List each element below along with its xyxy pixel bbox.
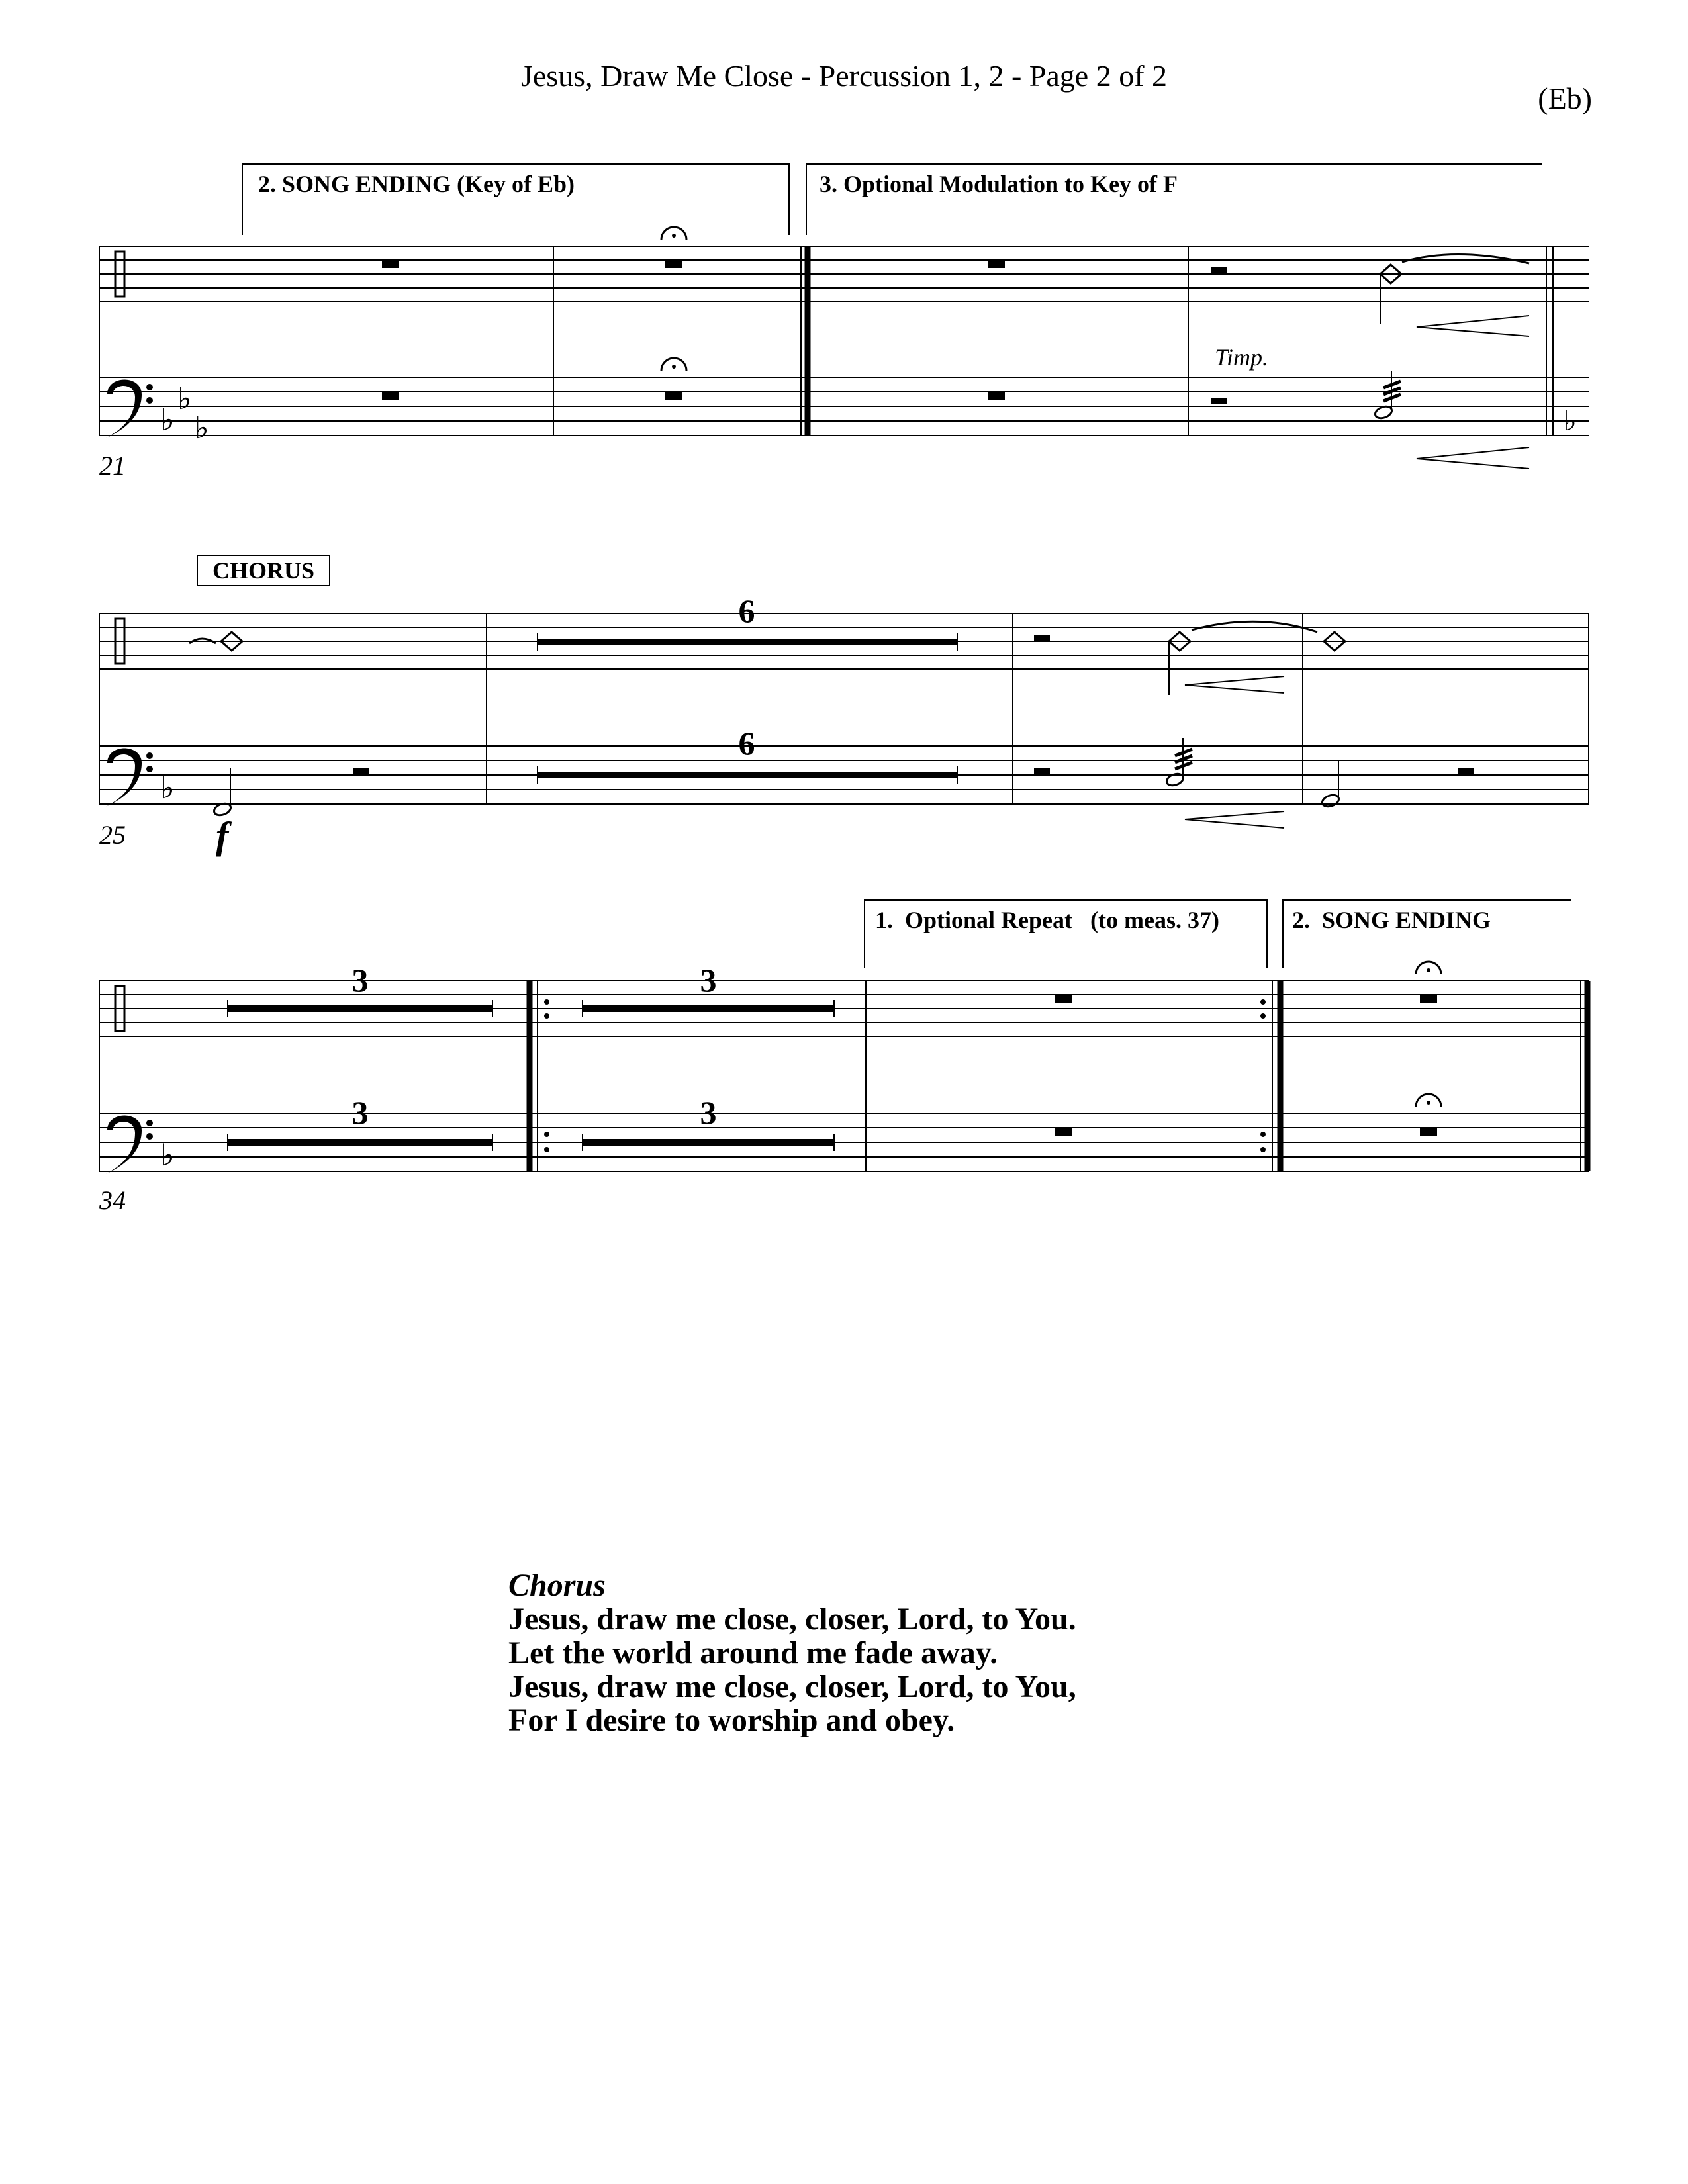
bass-clef: [106, 380, 153, 439]
multirest-count: 3: [700, 1094, 717, 1131]
ending-label: 2. SONG ENDING: [1292, 907, 1491, 933]
svg-text:♭: ♭: [160, 1138, 175, 1172]
fermata: [661, 227, 686, 371]
rehearsal-mark: CHORUS: [212, 557, 315, 584]
svg-text:♭: ♭: [160, 771, 175, 805]
key-label: (Eb): [1538, 81, 1592, 115]
ending-label: 3. Optional Modulation to Key of F: [820, 171, 1178, 197]
multirest-count: 6: [738, 725, 755, 762]
ending-label: 2. SONG ENDING (Key of Eb): [258, 171, 575, 197]
system-2: [99, 555, 1589, 828]
multirest-count: 3: [352, 962, 369, 999]
lyrics-block: [508, 1569, 1076, 1737]
svg-text:♭: ♭: [160, 403, 175, 437]
lyrics-line: Let the world around me fade away.: [508, 1635, 998, 1670]
lyrics-line: For I desire to worship and obey.: [508, 1703, 955, 1738]
page-title: Jesus, Draw Me Close - Percussion 1, 2 - Page 2 of 2: [520, 59, 1168, 93]
lyrics-line: Jesus, draw me close, closer, Lord, to You,: [508, 1669, 1076, 1704]
multirest-count: 6: [738, 592, 755, 629]
svg-text:♭: ♭: [195, 411, 209, 445]
lyrics-title: Chorus: [508, 1568, 606, 1603]
system-1: [99, 164, 1589, 469]
system-3: [99, 900, 1589, 1174]
svg-text:♭: ♭: [1564, 406, 1577, 437]
lyrics-line: Jesus, draw me close, closer, Lord, to You.: [508, 1602, 1076, 1637]
measure-number: 25: [99, 820, 126, 850]
staff-lines: [99, 246, 1589, 435]
measure-number: 34: [99, 1185, 126, 1215]
measure-number: 21: [99, 451, 126, 480]
svg-text:♭: ♭: [177, 382, 192, 416]
multirest-count: 3: [352, 1094, 369, 1131]
ending-label: 1. Optional Repeat (to meas. 37): [875, 907, 1219, 933]
multirest-count: 3: [700, 962, 717, 999]
instrument-label: Timp.: [1215, 344, 1269, 371]
dynamic-forte: f: [216, 814, 229, 857]
